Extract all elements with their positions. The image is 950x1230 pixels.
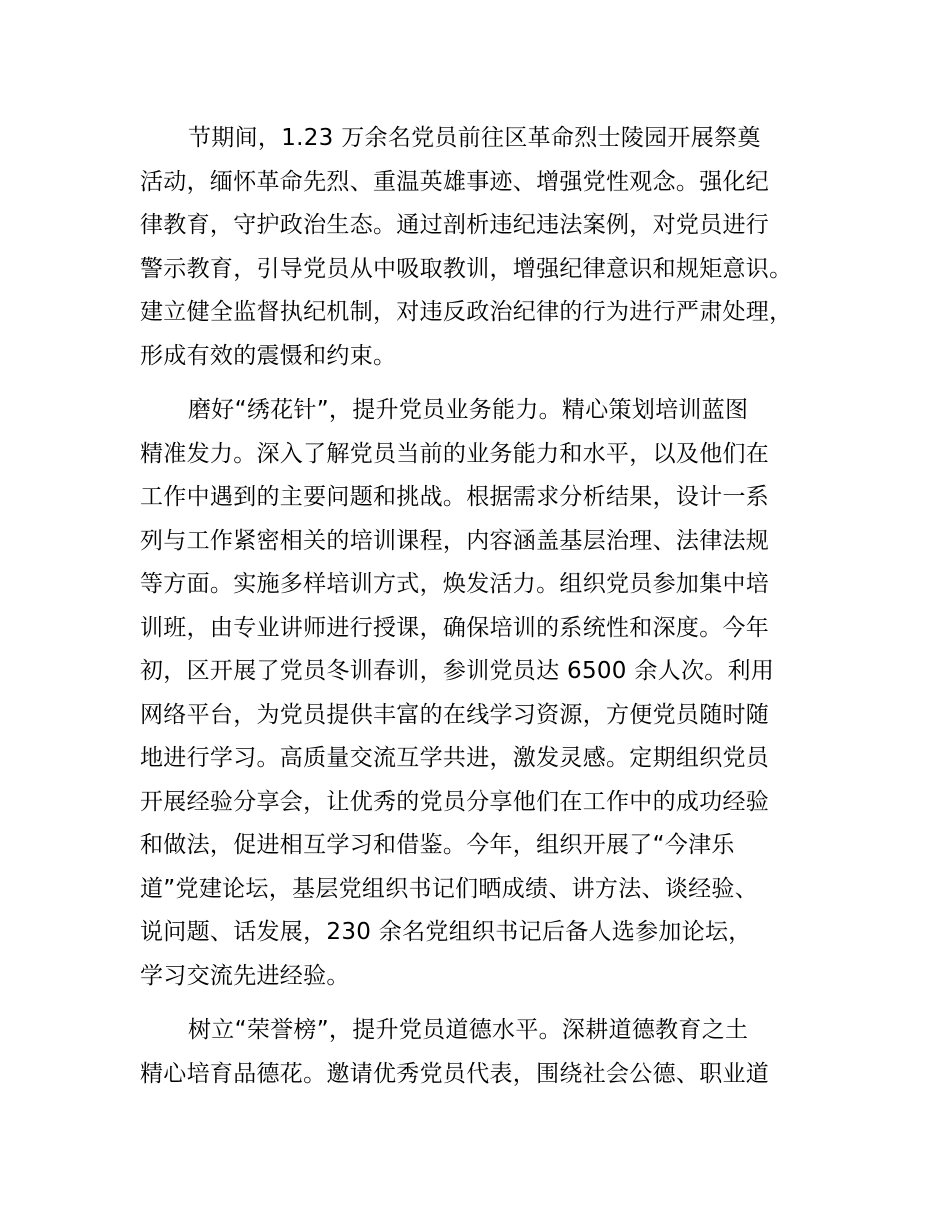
paragraph-line: 等方面。实施多样培训方式，焕发活力。组织党员参加集中培 [140, 571, 770, 597]
paragraph-line: 地进行学习。高质量交流互学共进，激发灵感。定期组织党员 [140, 745, 770, 771]
paragraph-line: 工作中遇到的主要问题和挑战。根据需求分析结果，设计一系 [140, 484, 770, 510]
paragraph [140, 1009, 830, 1096]
paragraph-line: 列与工作紧密相关的培训课程，内容涵盖基层治理、法律法规 [140, 527, 770, 554]
paragraph-line: 精准发力。深入了解党员当前的业务能力和水平，以及他们在 [140, 440, 770, 467]
paragraph-line: 律教育，守护政治生态。通过剖析违纪违法案例，对党员进行 [140, 212, 770, 238]
paragraph-line: 说问题、话发展，230 余名党组织书记后备人选参加论坛， [140, 919, 752, 945]
paragraph-line: 建立健全监督执纪机制，对违反政治纪律的行为进行严肃处理， [140, 299, 793, 325]
paragraph-line: 网络平台，为党员提供丰富的在线学习资源，方便党员随时随 [140, 701, 770, 728]
paragraph-line: 学习交流先进经验。 [140, 962, 350, 989]
paragraph-line: 形成有效的震慑和约束。 [140, 342, 397, 369]
paragraph-line: 训班，由专业讲师进行授课，确保培训的系统性和深度。今年 [140, 614, 770, 641]
paragraph-line: 节期间，1.23 万余名党员前往区革命烈士陵园开展祭奠 [188, 125, 761, 151]
paragraph-line: 活动，缅怀革命先烈、重温英雄事迹、增强党性观念。强化纪 [140, 168, 770, 195]
paragraph [140, 389, 830, 998]
paragraph-line: 磨好“绣花针”，提升党员业务能力。精心策划培训蓝图 [188, 397, 749, 423]
paragraph-line: 初，区开展了党员冬训春训，参训党员达 6500 余人次。利用 [140, 658, 775, 684]
paragraph-line: 警示教育，引导党员从中吸取教训，增强纪律意识和规矩意识。 [140, 255, 793, 282]
paragraph-line: 道”党建论坛，基层党组织书记们晒成绩、讲方法、谈经验、 [140, 875, 759, 902]
document-body [140, 117, 830, 1107]
paragraph-line: 开展经验分享会，让优秀的党员分享他们在工作中的成功经验 [140, 788, 770, 815]
paragraph-line: 和做法，促进相互学习和借鉴。今年，组织开展了“今津乐 [140, 832, 735, 858]
paragraph-line: 树立“荣誉榜”，提升党员道德水平。深耕道德教育之土 [188, 1017, 749, 1043]
paragraph [140, 117, 830, 378]
paragraph-line: 精心培育品德花。邀请优秀党员代表，围绕社会公德、职业道 [140, 1060, 770, 1087]
